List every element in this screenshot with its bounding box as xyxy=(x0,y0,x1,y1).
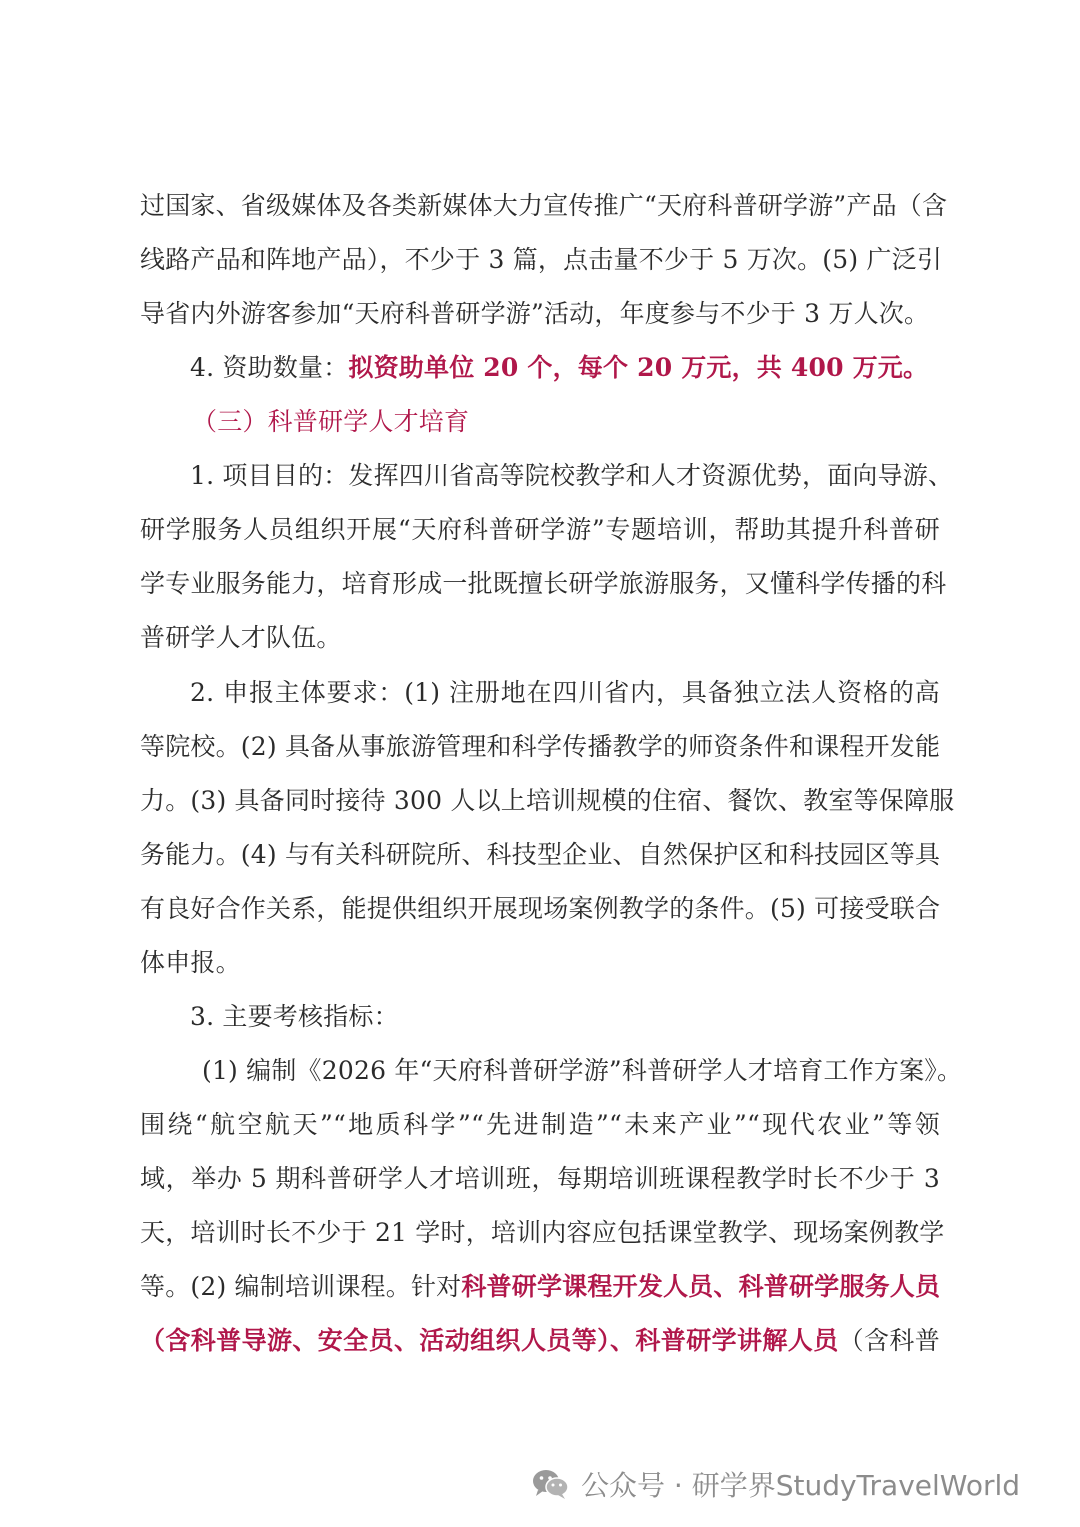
paragraph-line: 等院校。(2) 具备从事旅游管理和科学传播教学的师资条件和课程开发能 xyxy=(140,732,941,761)
paragraph-line xyxy=(140,1267,940,1307)
paragraph-line: 域，举办 5 期科普研学人才培训班，每期培训班课程教学时长不少于 3 xyxy=(140,1164,940,1193)
paragraph-line: 天，培训时长不少于 21 学时，培训内容应包括课堂教学、现场案例教学 xyxy=(140,1218,945,1247)
watermark xyxy=(531,1462,1020,1506)
subsection-heading: 3. 主要考核指标： xyxy=(190,1002,399,1031)
paragraph-text: 等。(2) 编制培训课程。针对 xyxy=(140,1272,462,1301)
highlight-text: （含科普导游、安全员、活动组织人员等）、科普研学讲解人员 xyxy=(140,1326,839,1355)
paragraph-line: 1. 项目目的：发挥四川省高等院校教学和人才资源优势，面向导游、 xyxy=(190,461,954,490)
paragraph-line: 有良好合作关系，能提供组织开展现场案例教学的条件。(5) 可接受联合 xyxy=(140,894,941,923)
highlight-text: 科普研学课程开发人员、科普研学服务人员 xyxy=(461,1272,941,1301)
wechat-icon xyxy=(531,1467,571,1501)
paragraph-line: 学专业服务能力，培育形成一批既擅长研学旅游服务，又懂科学传播的科 xyxy=(140,569,947,598)
watermark-text: 公众号 · 研学界StudyTravelWorld xyxy=(581,1469,1021,1502)
paragraph-line: 研学服务人员组织开展“天府科普研学游”专题培训，帮助其提升科普研 xyxy=(140,515,940,544)
paragraph-line: 过国家、省级媒体及各类新媒体大力宣传推广“天府科普研学游”产品（含 xyxy=(140,191,948,220)
paragraph-line xyxy=(140,1321,940,1361)
paragraph-line: 普研学人才队伍。 xyxy=(140,623,342,652)
paragraph-line: 线路产品和阵地产品），不少于 3 篇，点击量不少于 5 万次。(5) 广泛引 xyxy=(140,245,943,274)
section-heading: （三）科普研学人才培育 xyxy=(192,407,470,436)
paragraph-line: 导省内外游客参加“天府科普研学游”活动，年度参与不少于 3 万人次。 xyxy=(140,299,930,328)
paragraph-text: （含科普 xyxy=(838,1326,940,1355)
paragraph-line: 围绕“航空航天”“地质科学”“先进制造”“未来产业”“现代农业”等领 xyxy=(140,1110,940,1139)
paragraph-line: (1) 编制《2026 年“天府科普研学游”科普研学人才培育工作方案》。 xyxy=(202,1056,963,1085)
funding-line xyxy=(190,348,928,388)
paragraph-line: 体申报。 xyxy=(140,948,241,977)
funding-label: 4. 资助数量： xyxy=(190,353,349,382)
funding-highlight: 拟资助单位 20 个，每个 20 万元，共 400 万元。 xyxy=(348,353,929,382)
paragraph-line: 务能力。(4) 与有关科研院所、科技型企业、自然保护区和科技园区等具 xyxy=(140,840,941,869)
paragraph-line: 力。(3) 具备同时接待 300 人以上培训规模的住宿、餐饮、教室等保障服 xyxy=(140,786,955,815)
paragraph-line: 2. 申报主体要求：(1) 注册地在四川省内，具备独立法人资格的高 xyxy=(190,678,940,707)
